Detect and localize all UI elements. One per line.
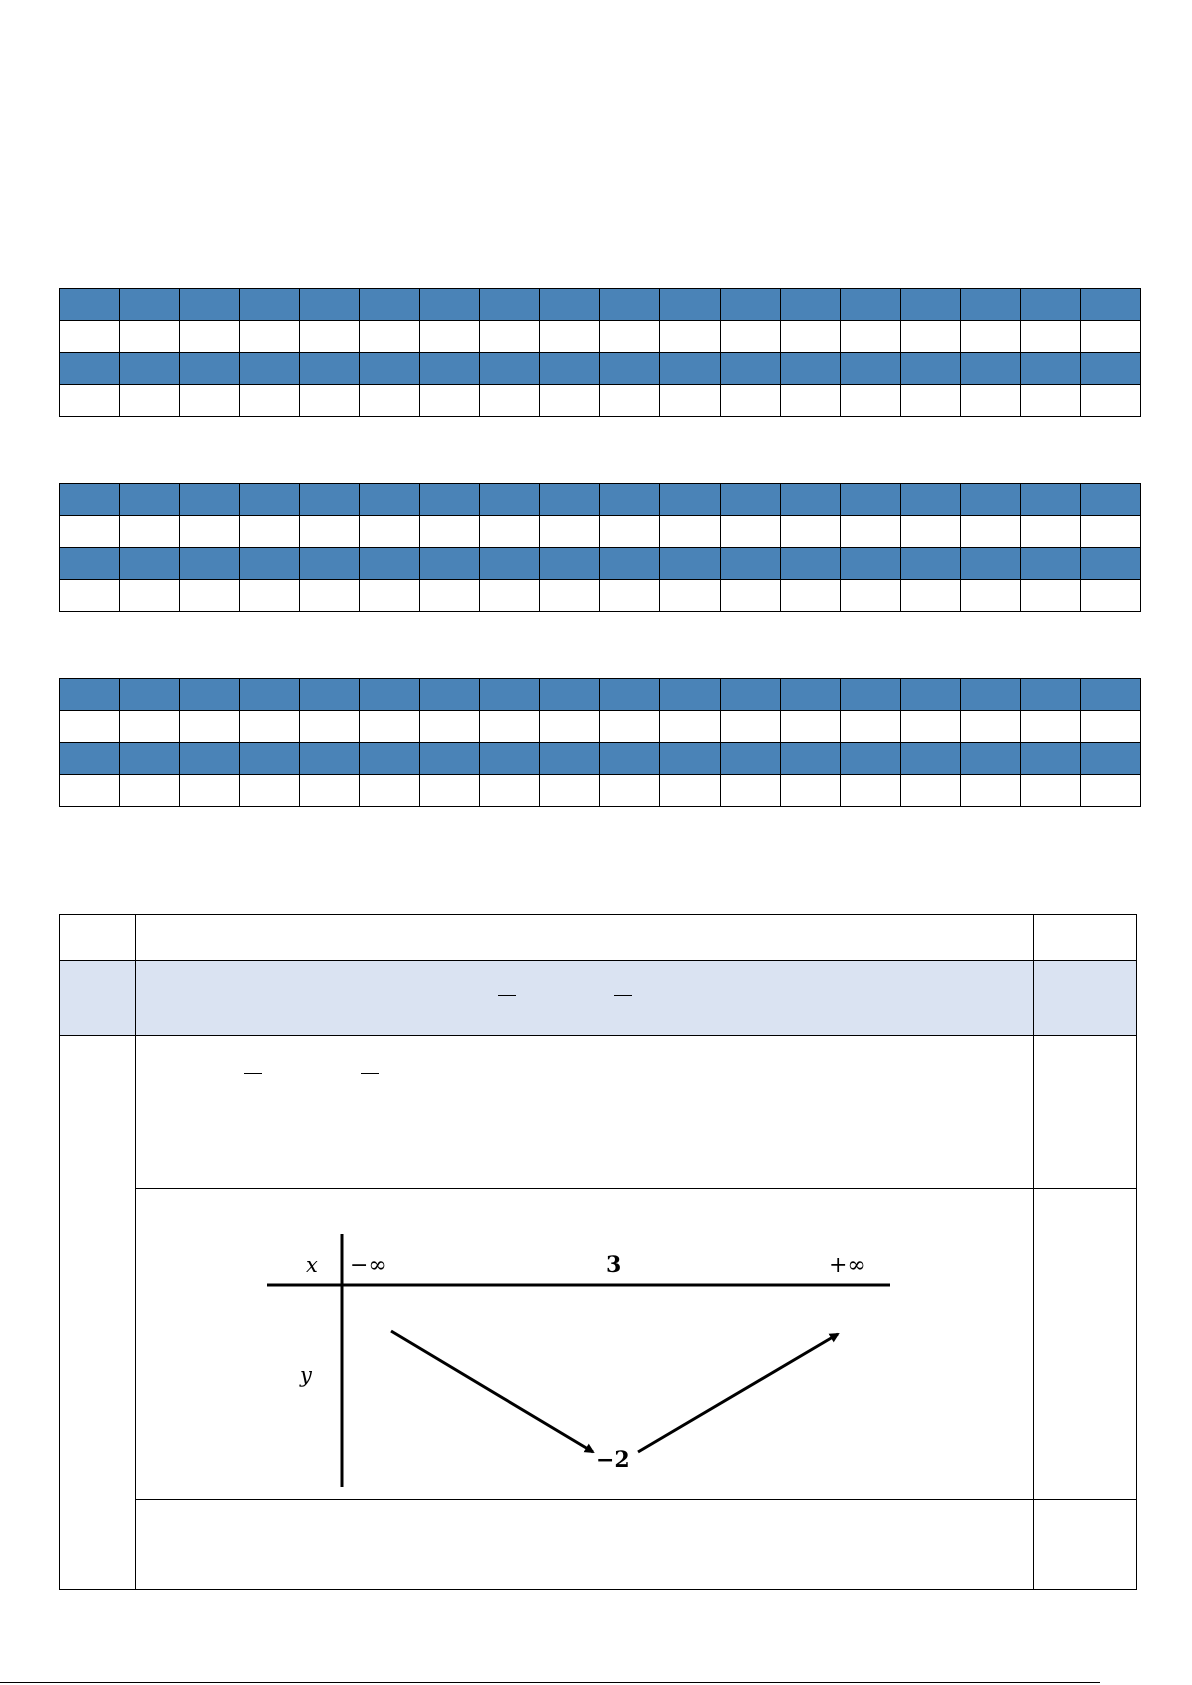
grid-header-cell (120, 743, 180, 775)
grid-header-cell (420, 743, 480, 775)
grid-answer-cell (540, 711, 600, 743)
answer-grid-1 (59, 288, 1141, 417)
header-cell-question (60, 915, 136, 961)
solution-header-row (60, 915, 1137, 961)
grid-answer-cell (120, 385, 180, 417)
grid-header-cell (420, 289, 480, 321)
grid-header-cell (660, 548, 720, 580)
grid-header-cell (900, 548, 960, 580)
grid-row (60, 353, 1141, 385)
grid-row (60, 775, 1141, 807)
grid-answer-cell (420, 516, 480, 548)
grid-answer-cell (1020, 321, 1080, 353)
answer-grid-2-body (60, 484, 1141, 612)
grid-row (60, 679, 1141, 711)
grid-answer-cell (900, 321, 960, 353)
grid-answer-cell (900, 516, 960, 548)
solution-step-1-row (60, 1036, 1137, 1189)
grid-answer-cell (60, 580, 120, 612)
grid-answer-cell (1080, 321, 1140, 353)
grid-header-cell (900, 743, 960, 775)
grid-header-cell (240, 353, 300, 385)
grid-header-cell (720, 484, 780, 516)
grid-header-cell (1020, 289, 1080, 321)
grid-header-cell (360, 353, 420, 385)
grid-answer-cell (480, 775, 540, 807)
grid-header-cell (960, 353, 1020, 385)
grid-answer-cell (180, 321, 240, 353)
grid-answer-cell (840, 711, 900, 743)
grid-answer-cell (60, 385, 120, 417)
grid-row (60, 711, 1141, 743)
grid-header-cell (480, 743, 540, 775)
grid-header-cell (780, 484, 840, 516)
grid-answer-cell (660, 516, 720, 548)
grid-header-cell (480, 679, 540, 711)
y-min-value: −2 (596, 1447, 630, 1473)
grid-header-cell (60, 548, 120, 580)
grid-header-cell (120, 289, 180, 321)
grid-answer-cell (900, 775, 960, 807)
grid-answer-cell (840, 516, 900, 548)
grid-header-cell (720, 743, 780, 775)
grid-answer-cell (120, 321, 180, 353)
grid-answer-cell (960, 321, 1020, 353)
grid-answer-cell (660, 580, 720, 612)
grid-header-cell (600, 289, 660, 321)
grid-answer-cell (780, 385, 840, 417)
grid-header-cell (720, 289, 780, 321)
grid-row (60, 743, 1141, 775)
grid-header-cell (1020, 353, 1080, 385)
grid-answer-cell (60, 775, 120, 807)
grid-answer-cell (540, 775, 600, 807)
grid-header-cell (480, 548, 540, 580)
problem-statement-row (60, 961, 1137, 1036)
grid-header-cell (660, 679, 720, 711)
header-cell-content (136, 915, 1034, 961)
grid-answer-cell (240, 711, 300, 743)
grid-header-cell (540, 353, 600, 385)
grid-header-cell (240, 548, 300, 580)
grid-header-cell (1080, 289, 1140, 321)
grid-header-cell (600, 484, 660, 516)
grid-answer-cell (600, 321, 660, 353)
grid-answer-cell (660, 385, 720, 417)
grid-header-cell (960, 289, 1020, 321)
variation-table-row (60, 1189, 1137, 1500)
grid-header-cell (600, 743, 660, 775)
grid-header-cell (660, 289, 720, 321)
grid-header-cell (180, 353, 240, 385)
grid-row (60, 385, 1141, 417)
grid-answer-cell (480, 516, 540, 548)
grid-answer-cell (300, 775, 360, 807)
grid-answer-cell (480, 321, 540, 353)
grid-header-cell (780, 353, 840, 385)
grid-header-cell (60, 743, 120, 775)
grid-answer-cell (780, 775, 840, 807)
grid-answer-cell (600, 580, 660, 612)
grid-answer-cell (600, 775, 660, 807)
grid-header-cell (360, 484, 420, 516)
grid-answer-cell (600, 711, 660, 743)
grid-answer-cell (960, 711, 1020, 743)
grid-answer-cell (120, 580, 180, 612)
fraction-bar-3 (244, 1073, 262, 1074)
grid-answer-cell (180, 580, 240, 612)
grid-header-cell (540, 548, 600, 580)
grid-header-cell (240, 743, 300, 775)
grid-header-cell (360, 289, 420, 321)
grid-header-cell (300, 484, 360, 516)
grid-header-cell (420, 548, 480, 580)
grid-answer-cell (420, 321, 480, 353)
grid-header-cell (300, 679, 360, 711)
grid-header-cell (360, 743, 420, 775)
grid-answer-cell (1080, 711, 1140, 743)
grid-header-cell (1020, 548, 1080, 580)
grid-header-cell (960, 548, 1020, 580)
grid-row (60, 289, 1141, 321)
grid-answer-cell (420, 775, 480, 807)
grid-header-cell (60, 484, 120, 516)
grid-answer-cell (240, 385, 300, 417)
grid-answer-cell (780, 580, 840, 612)
grid-answer-cell (720, 516, 780, 548)
grid-header-cell (900, 289, 960, 321)
grid-answer-cell (720, 711, 780, 743)
grid-answer-cell (240, 775, 300, 807)
grid-answer-cell (660, 711, 720, 743)
grid-header-cell (180, 743, 240, 775)
x-value-three: 3 (606, 1252, 622, 1278)
grid-answer-cell (780, 516, 840, 548)
grid-answer-cell (60, 516, 120, 548)
grid-header-cell (840, 289, 900, 321)
grid-answer-cell (720, 385, 780, 417)
decreasing-arrow (391, 1331, 593, 1452)
grid-answer-cell (480, 711, 540, 743)
grid-header-cell (600, 679, 660, 711)
grid-answer-cell (1020, 580, 1080, 612)
grid-header-cell (540, 289, 600, 321)
grid-header-cell (240, 679, 300, 711)
grid-header-cell (180, 679, 240, 711)
grid-header-cell (300, 353, 360, 385)
grid-answer-cell (180, 775, 240, 807)
grid-header-cell (120, 484, 180, 516)
grid-header-cell (900, 484, 960, 516)
grid-header-cell (480, 484, 540, 516)
grid-header-cell (840, 679, 900, 711)
grid-header-cell (420, 679, 480, 711)
grid-answer-cell (420, 580, 480, 612)
grid-header-cell (300, 743, 360, 775)
grid-answer-cell (360, 775, 420, 807)
grid-header-cell (1080, 353, 1140, 385)
grid-answer-cell (540, 385, 600, 417)
grid-header-cell (1020, 484, 1080, 516)
grid-answer-cell (360, 580, 420, 612)
grid-header-cell (480, 289, 540, 321)
grid-header-cell (420, 484, 480, 516)
grid-header-cell (1080, 548, 1140, 580)
grid-answer-cell (120, 516, 180, 548)
grid-answer-cell (1080, 580, 1140, 612)
grid-answer-cell (360, 321, 420, 353)
grid-answer-cell (360, 385, 420, 417)
y-variable-label: y (300, 1363, 312, 1387)
solution-step-3-points (1034, 1500, 1137, 1590)
grid-header-cell (1020, 679, 1080, 711)
grid-answer-cell (60, 321, 120, 353)
grid-header-cell (660, 353, 720, 385)
grid-header-cell (960, 484, 1020, 516)
grid-answer-cell (60, 711, 120, 743)
grid-answer-cell (240, 516, 300, 548)
grid-answer-cell (480, 385, 540, 417)
grid-header-cell (480, 353, 540, 385)
grid-answer-cell (960, 516, 1020, 548)
grid-header-cell (780, 548, 840, 580)
grid-answer-cell (900, 580, 960, 612)
solution-table (59, 914, 1137, 1590)
grid-header-cell (120, 548, 180, 580)
grid-answer-cell (900, 385, 960, 417)
variation-table-diagram (136, 1189, 1032, 1498)
grid-answer-cell (720, 775, 780, 807)
answer-grid-1-body (60, 289, 1141, 417)
grid-header-cell (240, 484, 300, 516)
grid-answer-cell (180, 516, 240, 548)
grid-answer-cell (300, 711, 360, 743)
grid-answer-cell (840, 775, 900, 807)
grid-header-cell (840, 484, 900, 516)
grid-header-cell (900, 679, 960, 711)
grid-header-cell (180, 484, 240, 516)
grid-header-cell (780, 289, 840, 321)
grid-answer-cell (540, 321, 600, 353)
fraction-bar-4 (361, 1073, 379, 1074)
grid-answer-cell (480, 580, 540, 612)
grid-answer-cell (960, 580, 1020, 612)
answer-grid-2 (59, 483, 1141, 612)
answer-grid-3 (59, 678, 1141, 807)
grid-header-cell (120, 353, 180, 385)
solution-number-cell (60, 1036, 136, 1590)
grid-header-cell (600, 548, 660, 580)
grid-answer-cell (1080, 385, 1140, 417)
x-value-minus-infinity: −∞ (350, 1253, 387, 1278)
grid-answer-cell (840, 385, 900, 417)
grid-header-cell (960, 679, 1020, 711)
grid-answer-cell (660, 321, 720, 353)
grid-header-cell (660, 743, 720, 775)
solution-step-3-cell (136, 1500, 1034, 1590)
grid-header-cell (120, 679, 180, 711)
problem-statement-cell (136, 961, 1034, 1036)
grid-header-cell (60, 353, 120, 385)
grid-header-cell (1080, 743, 1140, 775)
grid-row (60, 321, 1141, 353)
grid-header-cell (840, 548, 900, 580)
grid-row (60, 484, 1141, 516)
grid-header-cell (840, 353, 900, 385)
grid-answer-cell (120, 711, 180, 743)
grid-answer-cell (240, 321, 300, 353)
grid-answer-cell (1020, 516, 1080, 548)
problem-number-cell (60, 961, 136, 1036)
grid-header-cell (300, 289, 360, 321)
problem-points-cell (1034, 961, 1137, 1036)
grid-answer-cell (540, 580, 600, 612)
grid-header-cell (840, 743, 900, 775)
x-value-plus-infinity: +∞ (829, 1253, 866, 1278)
grid-answer-cell (1020, 385, 1080, 417)
grid-answer-cell (300, 516, 360, 548)
grid-header-cell (1080, 484, 1140, 516)
fraction-bar-2 (614, 995, 632, 996)
grid-header-cell (720, 353, 780, 385)
grid-answer-cell (180, 711, 240, 743)
grid-header-cell (60, 289, 120, 321)
grid-header-cell (720, 679, 780, 711)
grid-answer-cell (840, 580, 900, 612)
grid-header-cell (300, 548, 360, 580)
fraction-bar-1 (498, 995, 516, 996)
grid-header-cell (1020, 743, 1080, 775)
grid-answer-cell (120, 775, 180, 807)
solution-step-1-cell (136, 1036, 1034, 1189)
grid-answer-cell (540, 516, 600, 548)
grid-row (60, 516, 1141, 548)
grid-header-cell (540, 743, 600, 775)
grid-header-cell (780, 743, 840, 775)
variation-table-cell (136, 1189, 1034, 1500)
grid-answer-cell (300, 321, 360, 353)
grid-answer-cell (240, 580, 300, 612)
page-footer-rule (0, 1682, 1100, 1683)
x-variable-label: x (306, 1253, 318, 1277)
grid-answer-cell (1020, 711, 1080, 743)
increasing-arrow (638, 1334, 838, 1452)
grid-answer-cell (360, 711, 420, 743)
grid-header-cell (360, 548, 420, 580)
grid-answer-cell (900, 711, 960, 743)
grid-header-cell (600, 353, 660, 385)
grid-answer-cell (840, 321, 900, 353)
grid-header-cell (660, 484, 720, 516)
grid-answer-cell (600, 385, 660, 417)
grid-answer-cell (300, 580, 360, 612)
grid-answer-cell (360, 516, 420, 548)
grid-header-cell (180, 548, 240, 580)
solution-step-1-points (1034, 1036, 1137, 1189)
grid-header-cell (720, 548, 780, 580)
grid-header-cell (540, 484, 600, 516)
grid-answer-cell (780, 711, 840, 743)
grid-header-cell (1080, 679, 1140, 711)
grid-answer-cell (720, 321, 780, 353)
grid-row (60, 548, 1141, 580)
grid-answer-cell (180, 385, 240, 417)
grid-answer-cell (300, 385, 360, 417)
answer-grid-3-body (60, 679, 1141, 807)
header-cell-points (1034, 915, 1137, 961)
grid-answer-cell (1080, 516, 1140, 548)
grid-header-cell (780, 679, 840, 711)
solution-step-3-row (60, 1500, 1137, 1590)
grid-header-cell (420, 353, 480, 385)
grid-answer-cell (660, 775, 720, 807)
grid-answer-cell (1020, 775, 1080, 807)
grid-header-cell (540, 679, 600, 711)
grid-header-cell (60, 679, 120, 711)
grid-answer-cell (780, 321, 840, 353)
grid-answer-cell (1080, 775, 1140, 807)
grid-header-cell (900, 353, 960, 385)
variation-table-points (1034, 1189, 1137, 1500)
grid-answer-cell (420, 385, 480, 417)
grid-answer-cell (720, 580, 780, 612)
grid-row (60, 580, 1141, 612)
grid-header-cell (360, 679, 420, 711)
grid-header-cell (240, 289, 300, 321)
grid-answer-cell (420, 711, 480, 743)
grid-header-cell (180, 289, 240, 321)
grid-header-cell (960, 743, 1020, 775)
grid-answer-cell (600, 516, 660, 548)
grid-answer-cell (960, 385, 1020, 417)
grid-answer-cell (960, 775, 1020, 807)
